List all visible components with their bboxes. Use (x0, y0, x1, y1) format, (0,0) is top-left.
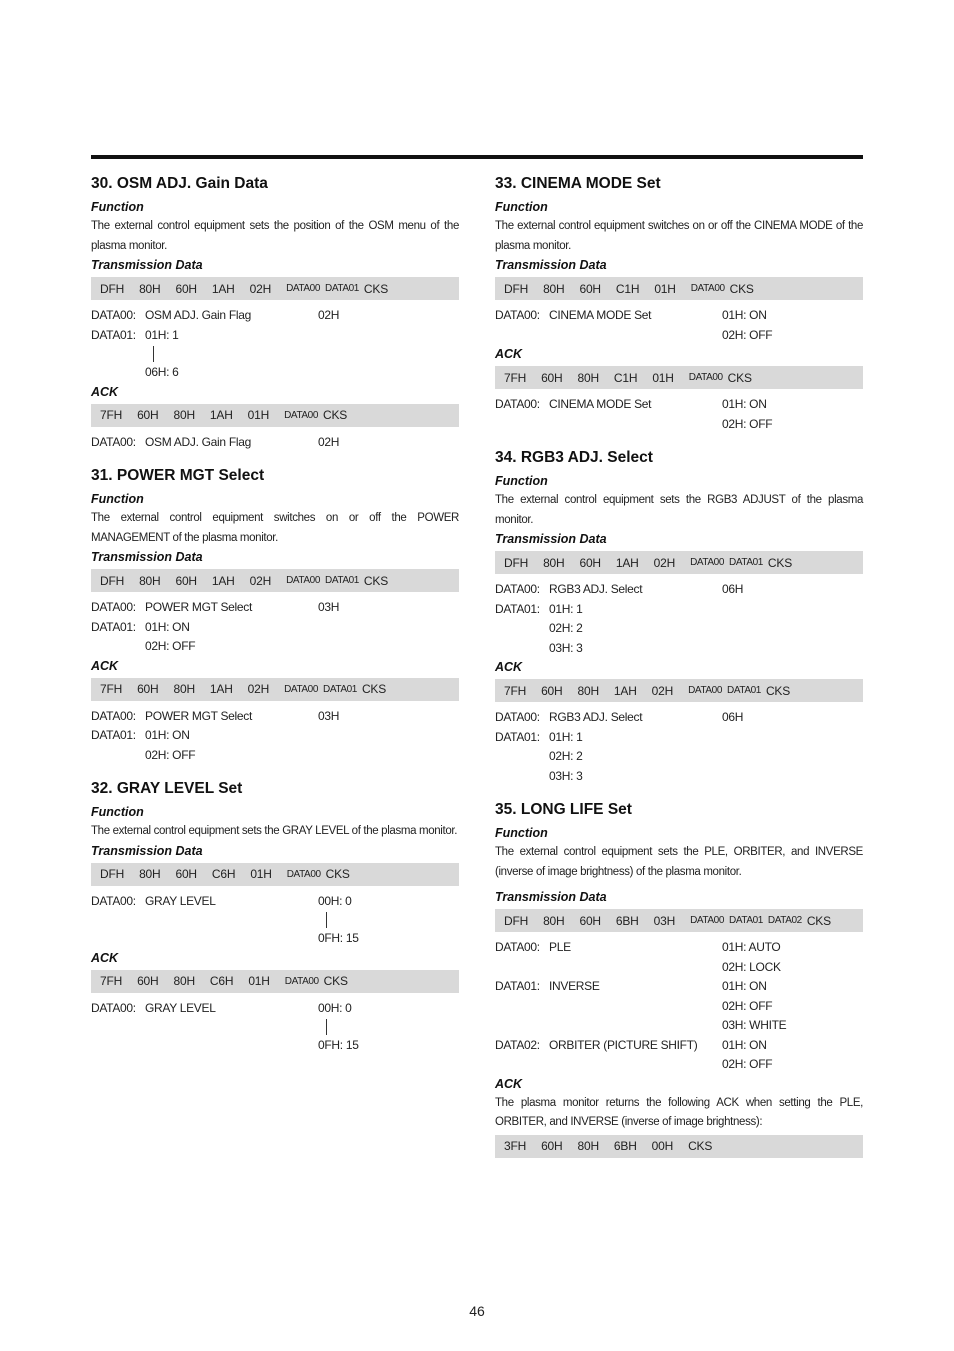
data-value: 03H (318, 600, 340, 614)
byte: C1H (615, 281, 640, 296)
section-title: 31. POWER MGT Select (91, 467, 265, 484)
byte: 60H (541, 370, 563, 385)
data-value (318, 326, 459, 346)
function-description: The external control equipment switches on or off the POWER MANAGEMENT of the plasma monitor. (91, 512, 459, 544)
function-heading: Function (91, 492, 144, 506)
data-name: 01H: ON (145, 619, 190, 634)
byte: 6BH (613, 1139, 637, 1153)
byte: 1AH (615, 555, 639, 570)
byte: 1AH (209, 682, 233, 696)
byte: CKS (325, 867, 350, 881)
data-value: 01H: ON (722, 1037, 767, 1052)
transmission-command (495, 277, 863, 300)
byte: 01H (250, 867, 272, 881)
data-value: 02H (318, 308, 340, 322)
byte: CKS (363, 573, 388, 588)
byte: 7FH (504, 370, 527, 385)
data-label: DATA00: (495, 308, 540, 322)
data-row (91, 892, 459, 912)
byte: C6H (209, 974, 234, 988)
transmission-command (91, 277, 459, 300)
section-title: 33. CINEMA MODE Set (495, 175, 661, 192)
data-value (318, 637, 459, 657)
left-column (91, 174, 459, 1056)
transmission-command (91, 863, 459, 886)
byte: 80H (577, 683, 599, 698)
data-value (722, 600, 863, 620)
data-row (91, 618, 459, 638)
data-row (495, 306, 863, 326)
byte: DFH (504, 555, 529, 570)
data-label: DATA00: (91, 893, 136, 908)
range-line (326, 1019, 327, 1035)
range-row (91, 911, 459, 929)
byte: 7FH (100, 408, 123, 422)
byte: 60H (175, 281, 197, 296)
data-name: ORBITER (PICTURE SHIFT) (549, 1037, 698, 1052)
range-row (91, 1018, 459, 1036)
data-value (722, 747, 863, 767)
byte: DATA00 (284, 683, 319, 695)
data-name: 01H: ON (145, 728, 190, 742)
ack-command (91, 678, 459, 701)
section-title: 32. GRAY LEVEL Set (91, 780, 243, 797)
data-label: DATA00: (495, 582, 540, 596)
byte: 01H (248, 974, 270, 988)
function-heading: Function (495, 200, 548, 214)
function-description: The external control equipment switches on or off the CINEMA MODE of the plasma monitor. (495, 220, 863, 252)
data-name: POWER MGT Select (145, 708, 252, 723)
byte: 60H (175, 867, 197, 881)
byte: CKS (363, 281, 388, 296)
byte: DATA01 (729, 915, 763, 926)
byte: DFH (504, 281, 529, 296)
data-name: 02H: 2 (549, 749, 583, 763)
byte: DATA00 (690, 283, 725, 294)
data-name (549, 1055, 722, 1075)
transmission-command (495, 551, 863, 574)
data-name (549, 326, 722, 346)
data-row (495, 977, 863, 997)
data-label: DATA00: (91, 708, 136, 723)
byte: DATA01 (325, 575, 359, 586)
byte: 60H (579, 281, 601, 296)
section-34 (495, 448, 863, 786)
data-label (495, 767, 549, 787)
data-row (495, 580, 863, 600)
transmission-heading: Transmission Data (495, 532, 607, 546)
data-value: 02H: OFF (722, 327, 773, 342)
range-end: 0FH: 15 (318, 1038, 359, 1052)
byte: CKS (729, 281, 754, 296)
byte: 7FH (504, 683, 527, 698)
byte: DATA00 (688, 372, 723, 383)
ack-command (495, 679, 863, 702)
byte: 80H (139, 573, 161, 588)
data-value: 00H: 0 (318, 893, 352, 908)
byte: CKS (806, 913, 831, 928)
data-label: DATA00: (91, 600, 136, 614)
byte: 03H (653, 913, 676, 928)
byte: C6H (211, 867, 236, 881)
data-row (495, 619, 863, 639)
range-line (326, 912, 327, 928)
data-value: 02H: OFF (722, 998, 773, 1013)
byte: 02H (247, 682, 270, 696)
data-label (495, 639, 549, 659)
transmission-command (91, 569, 459, 592)
data-row (495, 1055, 863, 1075)
byte: DFH (100, 867, 125, 881)
range-end: 06H: 6 (145, 365, 179, 379)
data-value: 00H: 0 (318, 1000, 352, 1015)
function-description: The external control equipment sets the PLE, ORBITER, and INVERSE (inverse of image brightness) of the plasma monitor. (495, 846, 863, 878)
data-value: 03H: WHITE (722, 1018, 787, 1032)
data-row (91, 363, 459, 383)
data-value: 02H: OFF (722, 1057, 773, 1071)
data-row (91, 746, 459, 766)
byte: DFH (504, 913, 529, 928)
page-number: 46 (469, 1303, 485, 1319)
data-row (495, 708, 863, 728)
top-rule (91, 155, 863, 159)
function-description: The external control equipment sets the GRAY LEVEL of the plasma monitor. (91, 825, 458, 837)
byte: DFH (100, 573, 125, 588)
data-row (495, 997, 863, 1017)
ack-command (495, 1135, 863, 1158)
byte: DATA00 (284, 409, 319, 421)
data-name: 01H: 1 (145, 327, 179, 342)
data-name (549, 997, 722, 1017)
data-name: 02H: OFF (145, 747, 196, 762)
data-label: DATA01: (91, 619, 136, 634)
transmission-heading: Transmission Data (495, 890, 607, 904)
data-value: 01H: ON (722, 979, 767, 993)
byte: CKS (361, 682, 387, 696)
byte: 00H (651, 1139, 674, 1153)
byte: 80H (173, 974, 195, 988)
function-heading: Function (91, 805, 144, 819)
data-name: RGB3 ADJ. Select (549, 582, 643, 596)
data-value: 01H: ON (722, 397, 767, 411)
data-label: DATA00: (495, 397, 540, 411)
data-name: OSM ADJ. Gain Flag (145, 308, 251, 322)
function-heading: Function (91, 200, 144, 214)
data-name: CINEMA MODE Set (549, 397, 652, 411)
data-value: 02H: LOCK (722, 959, 781, 974)
ack-heading: ACK (91, 384, 119, 399)
data-value (722, 728, 863, 748)
byte: 60H (137, 408, 159, 422)
data-label (495, 326, 549, 346)
byte: 80H (577, 1139, 599, 1153)
section-35 (495, 800, 863, 1158)
data-name: PLE (549, 940, 571, 954)
section-title: 35. LONG LIFE Set (495, 801, 632, 818)
data-name (549, 958, 722, 978)
right-column (495, 174, 863, 1164)
transmission-command (495, 909, 863, 932)
data-row (495, 728, 863, 748)
data-label: DATA02: (495, 1037, 540, 1052)
byte: 60H (175, 573, 197, 588)
ack-heading: ACK (495, 347, 523, 361)
data-name: CINEMA MODE Set (549, 308, 652, 322)
ack-heading: ACK (495, 1076, 523, 1091)
data-value (722, 767, 863, 787)
data-row (495, 938, 863, 958)
byte: 80H (577, 370, 599, 385)
data-row (91, 1036, 459, 1056)
ack-heading: ACK (495, 660, 523, 674)
data-row (495, 1016, 863, 1036)
byte: 80H (543, 555, 565, 570)
byte: DATA01 (729, 557, 763, 568)
byte: 80H (173, 408, 195, 422)
data-row (91, 637, 459, 657)
data-name: 01H: 1 (549, 729, 583, 744)
data-row (495, 639, 863, 659)
data-name (549, 1016, 722, 1036)
byte: 80H (543, 913, 565, 928)
byte: 60H (579, 555, 601, 570)
function-heading: Function (495, 826, 548, 840)
range-line (153, 346, 154, 362)
data-label: DATA01: (91, 728, 136, 742)
byte: C1H (613, 370, 638, 385)
byte: 3FH (504, 1139, 527, 1153)
ack-heading: ACK (91, 658, 119, 673)
byte: CKS (323, 408, 348, 422)
byte: DFH (100, 281, 125, 296)
byte: 60H (579, 913, 601, 928)
data-value: 01H: AUTO (722, 940, 781, 954)
data-name: POWER MGT Select (145, 600, 252, 614)
byte: DATA00 (286, 575, 320, 586)
data-label: DATA00: (495, 940, 540, 954)
data-row (495, 326, 863, 346)
data-label (495, 619, 549, 639)
data-name: 01H: 1 (549, 601, 583, 616)
byte: CKS (727, 370, 752, 385)
section-31 (91, 466, 459, 765)
byte: DATA01 (325, 283, 359, 294)
data-row (91, 726, 459, 746)
data-value: 02H (318, 434, 340, 449)
byte: 80H (173, 682, 195, 696)
data-name: RGB3 ADJ. Select (549, 710, 643, 724)
data-label: DATA01: (91, 327, 136, 342)
data-name: GRAY LEVEL (145, 1000, 216, 1015)
data-label (91, 746, 145, 766)
data-name: OSM ADJ. Gain Flag (145, 434, 251, 449)
byte: DATA02 (767, 915, 802, 926)
byte: DATA01 (323, 683, 357, 695)
data-label (495, 997, 549, 1017)
data-row (495, 600, 863, 620)
ack-description: The plasma monitor returns the following ACK when setting the PLE, ORBITER, and INVERSE (inverse of image brightness): (495, 1096, 863, 1128)
function-description: The external control equipment sets the RGB3 ADJUST of the plasma monitor. (495, 494, 863, 526)
byte: 1AH (613, 683, 637, 698)
data-row (91, 707, 459, 727)
data-row (495, 1036, 863, 1056)
data-label (495, 1016, 549, 1036)
data-value: 06H (722, 710, 744, 724)
byte: 01H (247, 408, 270, 422)
data-value (318, 746, 459, 766)
byte: 1AH (209, 408, 233, 422)
byte: 80H (139, 281, 161, 296)
byte: DATA00 (690, 557, 724, 568)
byte: CKS (323, 974, 348, 988)
byte: 60H (137, 974, 159, 988)
byte: 80H (139, 867, 161, 881)
function-heading: Function (495, 474, 548, 488)
data-row (495, 415, 863, 435)
data-row (495, 395, 863, 415)
byte: CKS (765, 683, 791, 698)
section-title: 34. RGB3 ADJ. Select (495, 449, 653, 466)
byte: 1AH (211, 573, 235, 588)
data-row (91, 306, 459, 326)
data-row (91, 326, 459, 346)
data-row (495, 958, 863, 978)
byte: DATA00 (284, 975, 319, 987)
data-value (722, 619, 863, 639)
data-name: GRAY LEVEL (145, 893, 216, 908)
byte: 02H (249, 281, 272, 296)
data-name: 02H: 2 (549, 621, 583, 635)
byte: 7FH (100, 974, 123, 988)
byte: DATA00 (286, 283, 320, 294)
data-label (495, 1055, 549, 1075)
data-label (91, 637, 145, 657)
byte: 1AH (211, 281, 235, 296)
data-label: DATA01: (495, 979, 540, 993)
data-value (318, 726, 459, 746)
byte: 02H (651, 683, 674, 698)
data-label: DATA00: (91, 434, 136, 449)
range-row (91, 345, 459, 363)
range-end: 0FH: 15 (318, 931, 359, 945)
transmission-heading: Transmission Data (495, 258, 607, 272)
byte: DATA00 (688, 685, 723, 696)
data-label: DATA00: (91, 1000, 136, 1015)
section-32 (91, 779, 459, 1056)
data-label: DATA01: (495, 601, 540, 616)
data-label: DATA00: (495, 710, 540, 724)
ack-command (495, 366, 863, 389)
section-30 (91, 174, 459, 452)
byte: CKS (767, 555, 792, 570)
ack-heading: ACK (91, 950, 119, 965)
byte: 60H (137, 682, 159, 696)
data-label: DATA01: (495, 729, 540, 744)
byte: 02H (653, 555, 676, 570)
data-label: DATA00: (91, 308, 136, 322)
byte: DATA00 (286, 868, 321, 880)
data-value: 01H: ON (722, 308, 767, 322)
data-row (495, 767, 863, 787)
byte: 02H (249, 573, 272, 588)
data-value: 06H (722, 582, 744, 596)
byte: 01H (654, 281, 676, 296)
data-name: 03H: 3 (549, 768, 583, 783)
byte: DATA00 (690, 915, 724, 926)
transmission-heading: Transmission Data (91, 843, 203, 858)
transmission-heading: Transmission Data (91, 258, 203, 272)
data-row (91, 929, 459, 949)
data-name: INVERSE (549, 979, 600, 993)
data-row (91, 999, 459, 1019)
data-value: 03H (318, 708, 340, 723)
byte: DATA01 (727, 685, 761, 696)
data-label (495, 747, 549, 767)
byte: 01H (652, 370, 674, 385)
section-title: 30. OSM ADJ. Gain Data (91, 175, 268, 192)
byte: 7FH (100, 682, 123, 696)
ack-command (91, 404, 459, 427)
data-row (495, 747, 863, 767)
transmission-heading: Transmission Data (91, 550, 203, 564)
section-33 (495, 174, 863, 434)
data-value (318, 618, 459, 638)
data-row (91, 433, 459, 453)
data-name (549, 415, 722, 435)
data-label (495, 958, 549, 978)
data-value (722, 639, 863, 659)
ack-command (91, 970, 459, 993)
byte: 60H (541, 683, 563, 698)
data-row (91, 598, 459, 618)
byte: 6BH (615, 913, 639, 928)
data-value: 02H: OFF (722, 416, 773, 431)
data-label (495, 415, 549, 435)
byte: CKS (688, 1139, 713, 1153)
function-description: The external control equipment sets the position of the OSM menu of the plasma monitor. (91, 220, 459, 252)
data-name: 02H: OFF (145, 639, 196, 653)
data-name: 03H: 3 (549, 640, 583, 655)
byte: 80H (543, 281, 565, 296)
byte: 60H (541, 1139, 563, 1153)
